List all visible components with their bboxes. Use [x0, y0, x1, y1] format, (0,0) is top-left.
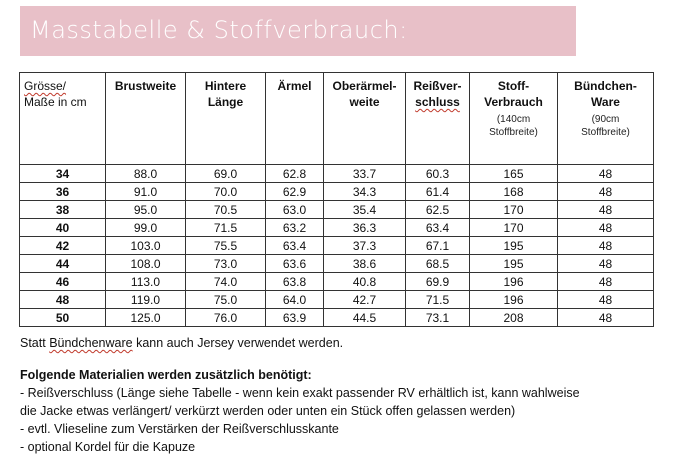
table-cell: 108.0	[106, 255, 186, 273]
table-cell: 69.9	[406, 273, 470, 291]
header-upper-arm: Oberärmel- weite	[324, 73, 406, 165]
table-row	[20, 291, 654, 309]
table-cell: 35.4	[324, 201, 406, 219]
header-chest: Brustweite	[106, 73, 186, 165]
table-cell: 196	[470, 273, 558, 291]
table-cell: 63.4	[406, 219, 470, 237]
size-cell: 50	[20, 309, 106, 327]
table-cell: 62.9	[266, 183, 324, 201]
table-cell: 48	[558, 237, 654, 255]
table-cell: 44.5	[324, 309, 406, 327]
table-row	[20, 165, 654, 183]
table-row	[20, 201, 654, 219]
table-cell: 73.0	[186, 255, 266, 273]
table-cell: 75.0	[186, 291, 266, 309]
table-cell: 63.6	[266, 255, 324, 273]
table-cell: 48	[558, 165, 654, 183]
table-cell: 62.5	[406, 201, 470, 219]
table-row	[20, 273, 654, 291]
table-cell: 113.0	[106, 273, 186, 291]
table-cell: 69.0	[186, 165, 266, 183]
table-cell: 48	[558, 273, 654, 291]
table-row	[20, 219, 654, 237]
table-row	[20, 309, 654, 327]
notes-section	[20, 334, 670, 456]
table-cell: 40.8	[324, 273, 406, 291]
table-cell: 63.4	[266, 237, 324, 255]
header-back-length: Hintere Länge	[186, 73, 266, 165]
table-cell: 48	[558, 255, 654, 273]
table-cell: 61.4	[406, 183, 470, 201]
size-cell: 36	[20, 183, 106, 201]
table-cell: 34.3	[324, 183, 406, 201]
table-cell: 103.0	[106, 237, 186, 255]
table-cell: 48	[558, 219, 654, 237]
table-cell: 48	[558, 183, 654, 201]
table-cell: 74.0	[186, 273, 266, 291]
table-cell: 170	[470, 219, 558, 237]
table-cell: 208	[470, 309, 558, 327]
table-cell: 63.8	[266, 273, 324, 291]
table-cell: 71.5	[186, 219, 266, 237]
materials-item-zipper-cont: die Jacke etwas verlängert/ verkürzt werden oder unten ein Stück offen gelassen werden)	[20, 404, 516, 418]
table-header	[20, 73, 654, 165]
table-cell: 195	[470, 237, 558, 255]
materials-item-cord: - optional Kordel für die Kapuze	[20, 440, 196, 454]
table-cell: 33.7	[324, 165, 406, 183]
table-cell: 195	[470, 255, 558, 273]
table-cell: 36.3	[324, 219, 406, 237]
table-cell: 48	[558, 309, 654, 327]
table-cell: 63.0	[266, 201, 324, 219]
size-cell: 38	[20, 201, 106, 219]
table-cell: 48	[558, 201, 654, 219]
header-size: Grösse/ Maße in cm	[20, 73, 106, 165]
table-cell: 67.1	[406, 237, 470, 255]
table-cell: 70.0	[186, 183, 266, 201]
table-cell: 63.2	[266, 219, 324, 237]
table-cell: 64.0	[266, 291, 324, 309]
materials-item-interfacing: - evtl. Vlieseline zum Verstärken der Reißverschlusskante	[20, 422, 339, 436]
title-banner	[20, 6, 576, 56]
header-zipper: Reißver- schluss	[406, 73, 470, 165]
table-cell: 170	[470, 201, 558, 219]
table-cell: 95.0	[106, 201, 186, 219]
size-table	[19, 72, 654, 327]
table-cell: 42.7	[324, 291, 406, 309]
table-row	[20, 237, 654, 255]
table-cell: 119.0	[106, 291, 186, 309]
table-cell: 168	[470, 183, 558, 201]
table-cell: 38.6	[324, 255, 406, 273]
table-cell: 88.0	[106, 165, 186, 183]
table-cell: 63.9	[266, 309, 324, 327]
table-row	[20, 183, 654, 201]
size-cell: 40	[20, 219, 106, 237]
size-cell: 48	[20, 291, 106, 309]
note-jersey-word: Bündchenware	[49, 336, 133, 350]
materials-item-zipper: - Reißverschluss (Länge siehe Tabelle - wenn kein exakt passender RV erhältlich ist, kann wahlweise	[20, 386, 580, 400]
table-cell: 68.5	[406, 255, 470, 273]
table-cell: 48	[558, 291, 654, 309]
size-cell: 42	[20, 237, 106, 255]
size-cell: 46	[20, 273, 106, 291]
table-cell: 60.3	[406, 165, 470, 183]
table-cell: 62.8	[266, 165, 324, 183]
table-row	[20, 255, 654, 273]
header-sleeve: Ärmel	[266, 73, 324, 165]
table-cell: 196	[470, 291, 558, 309]
table-cell: 73.1	[406, 309, 470, 327]
size-cell: 44	[20, 255, 106, 273]
table-cell: 75.5	[186, 237, 266, 255]
materials-heading: Folgende Materialien werden zusätzlich benötigt:	[20, 368, 312, 382]
table-cell: 91.0	[106, 183, 186, 201]
note-jersey: Statt Bündchenware kann auch Jersey verwendet werden.	[20, 336, 344, 350]
table-body	[20, 165, 654, 327]
page-title: Masstabelle & Stoffverbrauch:	[30, 16, 408, 44]
table-cell: 70.5	[186, 201, 266, 219]
table-cell: 76.0	[186, 309, 266, 327]
header-fabric: Stoff- Verbrauch (140cm Stoffbreite)	[470, 73, 558, 165]
table-cell: 125.0	[106, 309, 186, 327]
table-cell: 165	[470, 165, 558, 183]
table-cell: 71.5	[406, 291, 470, 309]
table-cell: 37.3	[324, 237, 406, 255]
header-ribbing: Bündchen- Ware (90cm Stoffbreite)	[558, 73, 654, 165]
table-cell: 99.0	[106, 219, 186, 237]
size-cell: 34	[20, 165, 106, 183]
